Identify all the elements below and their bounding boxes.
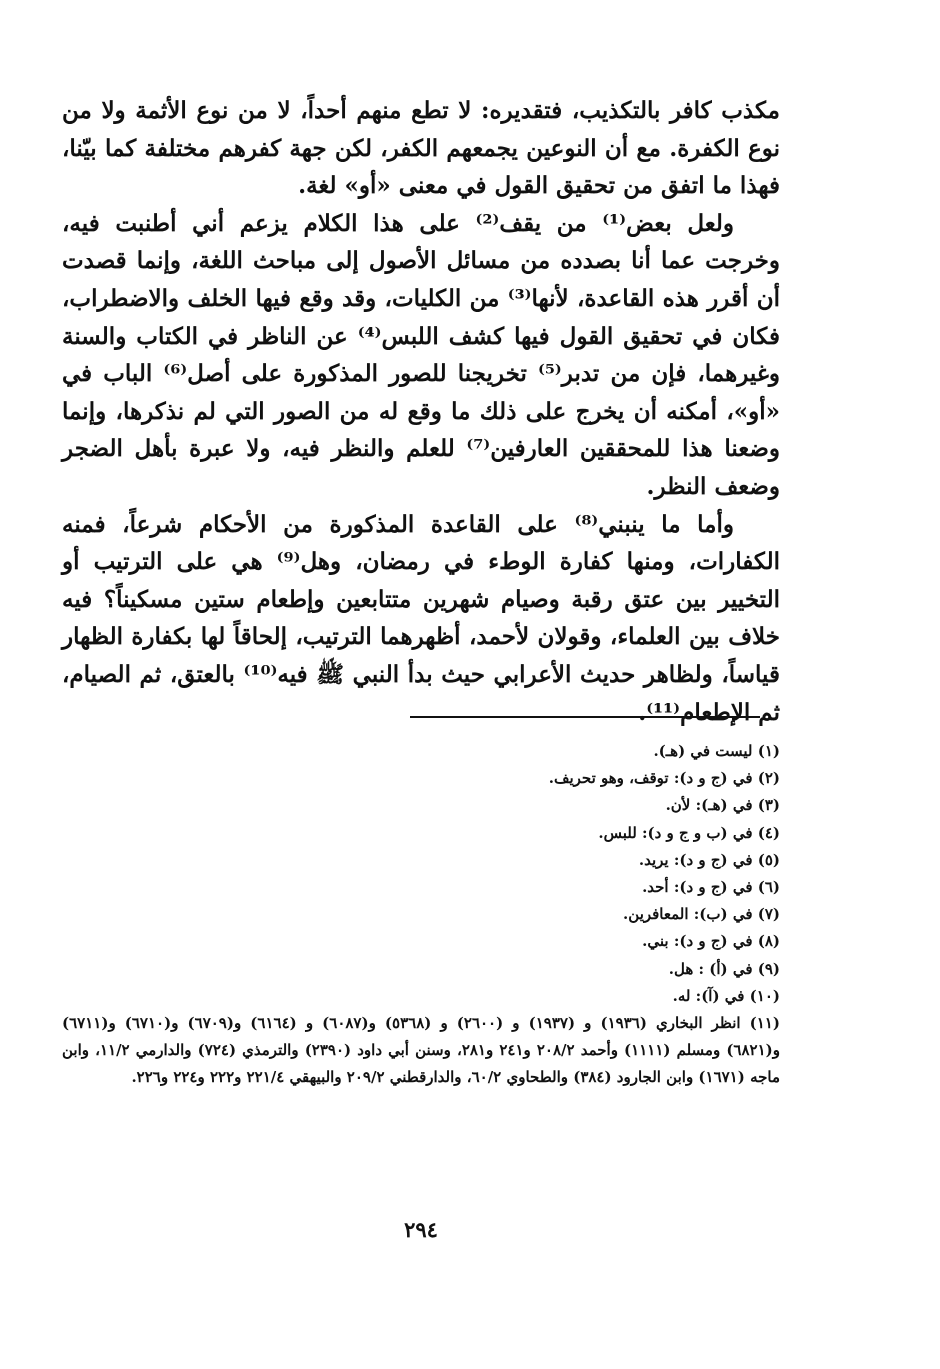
footnote-1: (١) ليست في (هـ). <box>653 742 780 760</box>
footnote-2: (٢) في (ج و د): توقف، وهو تحريف. <box>548 769 780 788</box>
paragraph-3: وأما ما ينبني⁽⁸⁾ على القاعدة المذكورة من الأحكام شرعاً، فمنه الكفارات، ومنها كفارة الوطء في رمضان، وهل⁽⁹⁾ هي على الترتيب أو التخيير بين عتق رقبة وصيام شهرين متتابعين وإطعام ستين مسكيناً؟ فيه خلاف بين العلماء، وقولان لأحمد، أظهرهما الترتيب، إلحاقاً لها بكفارة الظهار قياساً، ولظاهر حديث الأعرابي حيث بدأ النبي ﷺ فيه⁽¹⁰⁾ بالعتق، ثم الصيام، ثم الإطعام⁽¹¹⁾. <box>62 510 780 726</box>
footnote-10: (١٠) في (آ): له. <box>672 986 780 1005</box>
page-number: ٢٩٤ <box>404 1217 438 1242</box>
footnote-8: (٨) في (ج و د): بني. <box>642 932 780 951</box>
book-page <box>62 92 780 1272</box>
footnote-separator <box>410 716 760 718</box>
main-text <box>62 92 780 731</box>
footnote-6: (٦) في (ج و د): أحد. <box>642 878 780 897</box>
footnote-5: (٥) في (ج و د): يريد. <box>638 850 780 869</box>
paragraph-1: مكذب كافر بالتكذيب، فتقديره: لا تطع منهم أحداً، لا من نوع الأثمة ولا من نوع الكفرة. مع أن النوعين يجمعهم الكفر، لكن جهة كفرهم مختلفة كما بيّنا، فهذا ما اتفق من تحقيق القول في معنى «أو» لغة. <box>62 97 780 200</box>
footnote-11: (١١) انظر البخاري (١٩٣٦) و (١٩٣٧) و (٢٦٠٠) و (٥٣٦٨) و(٦٠٨٧) و (٦١٦٤) و(٦٧٠٩) و(٦٧١٠) و(٦٧١١) و(٦٨٢١) ومسلم (١١١١) وأحمد ٢٠٨/٢ و٢٤١ و٢٨١، وسنن أبي داود (٢٣٩٠) والترمذي (٧٢٤) والدارمي ١١/٢، وابن ماجه (١٦٧١) وابن الجارود (٣٨٤) والطحاوي ٦٠/٢، والدارقطني ٢٠٩/٢ والبيهقي ٢٢١/٤ و٢٢٢ و٢٢٤ و٢٢٦. <box>62 1014 780 1087</box>
paragraph-2: ولعل بعض⁽¹⁾ من يقف⁽²⁾ على هذا الكلام يزعم أني أطنبت فيه، وخرجت عما أنا بصدده من مسائل الأصول إلى مباحث اللغة، وإنما قصدت أن أقرر هذه القاعدة، لأنها⁽³⁾ من الكليات، وقد وقع فيها الخلف والاضطراب، فكان في تحقيق القول فيها كشف اللبس⁽⁴⁾ عن الناظر في الكتاب والسنة وغيرهما، فإن من تدبر⁽⁵⁾ تخريجنا للصور المذكورة على أصل⁽⁶⁾ الباب في «أو»، أمكنه أن يخرج على ذلك ما وقع له من الصور التي لم نذكرها، وإنما وضعنا هذا للمحققين العارفين⁽⁷⁾ للعلم والنظر فيه، ولا عبرة بأهل الضجر وضعف النظر. <box>62 209 781 500</box>
footnote-3: (٣) في (هـ): لأن. <box>665 796 780 815</box>
footnote-9: (٩) في (أ) : هل. <box>668 959 780 978</box>
footnote-4: (٤) في (ب و ج و د): للبس. <box>598 823 780 842</box>
footnotes <box>62 738 780 1092</box>
footnote-7: (٧) في (ب): المعافرين. <box>623 905 780 924</box>
